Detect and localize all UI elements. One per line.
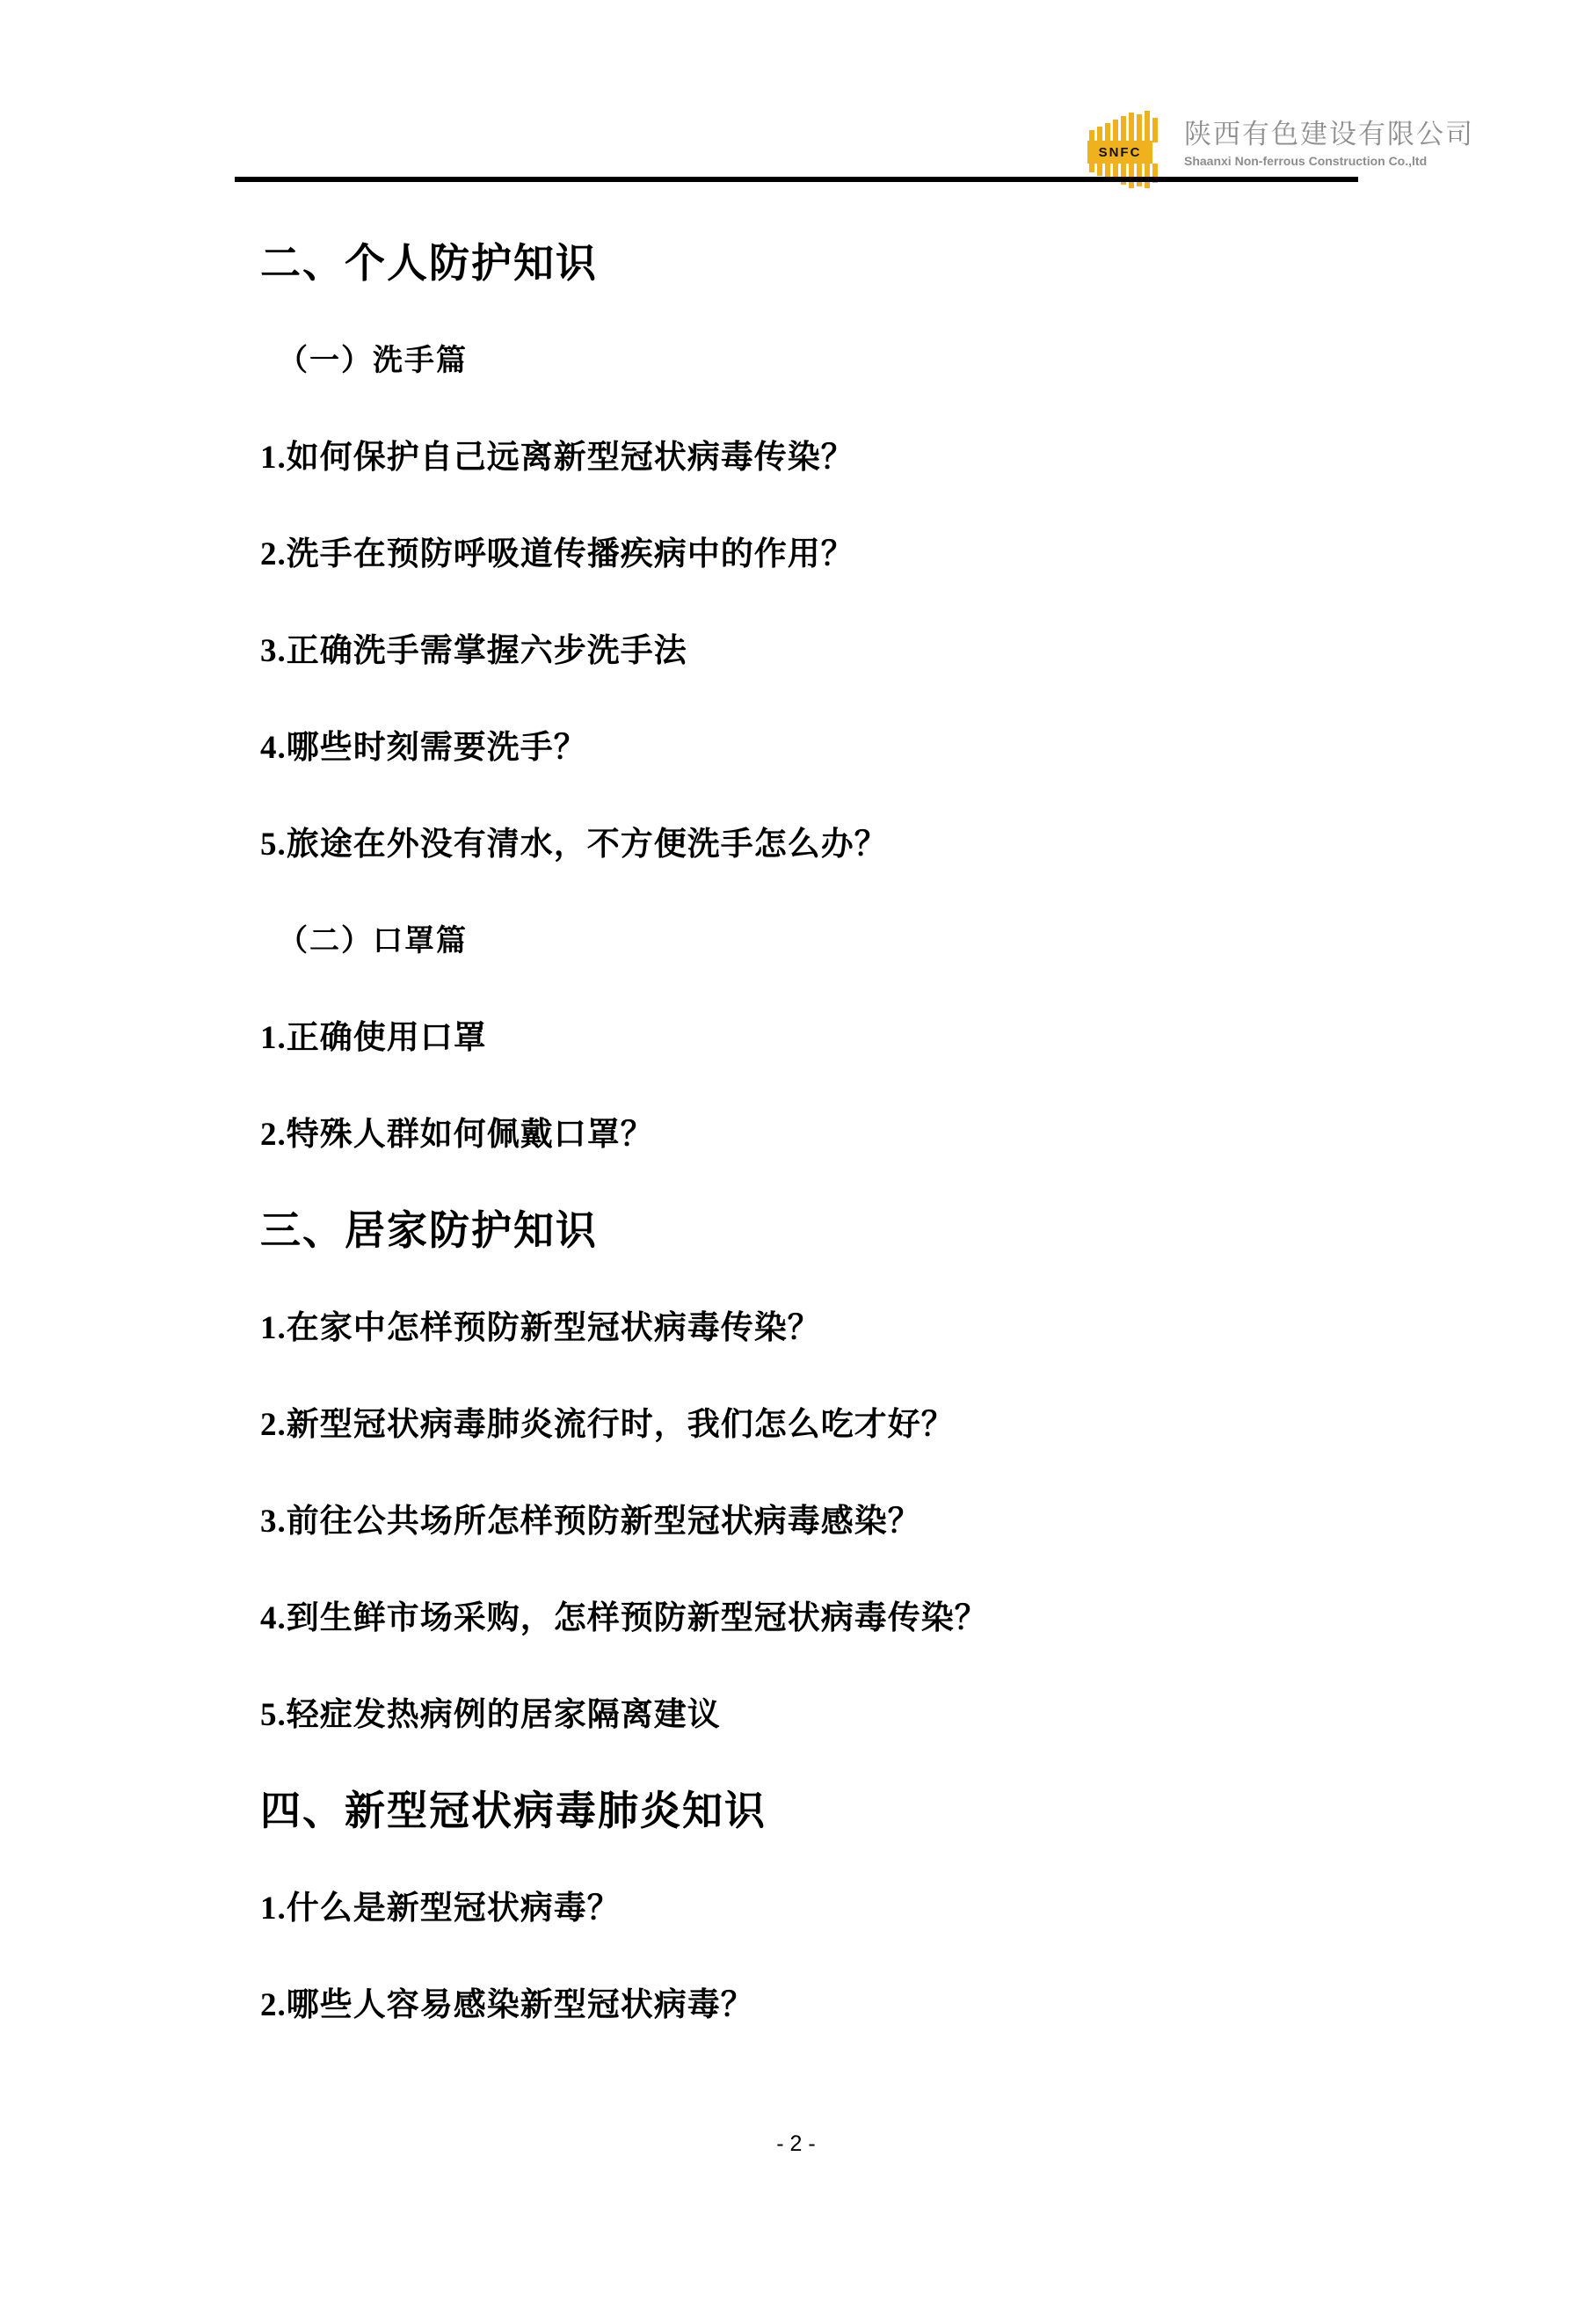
logo-bars-bottom	[1089, 164, 1158, 188]
logo-bar	[1113, 120, 1118, 142]
logo-bar	[1089, 164, 1094, 172]
toc-item: 2.哪些人容易感染新型冠状病毒？	[260, 1987, 754, 2023]
toc-item: 2.特殊人群如何佩戴口罩？	[260, 1117, 654, 1153]
header-divider	[235, 177, 1358, 182]
logo-bar	[1145, 164, 1150, 188]
toc-item: 5.旅途在外没有清水，不方便洗手怎么办？	[260, 827, 888, 863]
toc-item: 2.洗手在预防呼吸道传播疾病中的作用？	[260, 536, 854, 572]
toc-item: 4.到生鲜市场采购，怎样预防新型冠状病毒传染？	[260, 1600, 988, 1636]
section-heading: 四、新型冠状病毒肺炎知识	[260, 1789, 767, 1833]
company-name-zh: 陕西有色建设有限公司	[1184, 119, 1474, 149]
section-heading: 二、个人防护知识	[260, 241, 598, 286]
subsection-heading: （一）洗手篇	[278, 344, 468, 377]
toc-content	[260, 212, 1377, 2050]
logo-bar	[1137, 114, 1142, 142]
toc-item: 4.哪些时刻需要洗手？	[260, 730, 587, 766]
logo-bar	[1105, 123, 1110, 142]
company-name-en: Shaanxi Non-ferrous Construction Co.,ltd	[1184, 154, 1428, 168]
logo-bars-top	[1089, 111, 1158, 142]
logo-bar	[1121, 116, 1126, 142]
page-footer	[0, 2131, 1592, 2157]
toc-item: 5.轻症发热病例的居家隔离建议	[260, 1697, 721, 1733]
toc-item: 1.在家中怎样预防新型冠状病毒传染？	[260, 1310, 821, 1346]
toc-item: 3.正确洗手需掌握六步洗手法	[260, 633, 687, 669]
logo-bar	[1152, 118, 1158, 142]
subsection-heading: （二）口罩篇	[278, 924, 468, 958]
logo-bar	[1129, 164, 1134, 188]
page-number: - 2 -	[776, 2131, 816, 2156]
logo-bar	[1097, 164, 1102, 176]
company-logo-text	[1184, 119, 1474, 168]
logo-bar	[1137, 164, 1142, 186]
logo-bar	[1129, 113, 1134, 142]
toc-item: 1.如何保护自己远离新型冠状病毒传染？	[260, 440, 854, 476]
logo-acronym: SNFC	[1087, 141, 1152, 164]
toc-item: 1.正确使用口罩	[260, 1020, 487, 1056]
toc-item: 1.什么是新型冠状病毒？	[260, 1891, 621, 1927]
toc-item: 2.新型冠状病毒肺炎流行时，我们怎么吃才好？	[260, 1407, 955, 1443]
toc-item: 3.前往公共场所怎样预防新型冠状病毒感染？	[260, 1504, 921, 1540]
section-heading: 三、居家防护知识	[260, 1208, 598, 1253]
logo-bar	[1145, 111, 1150, 142]
